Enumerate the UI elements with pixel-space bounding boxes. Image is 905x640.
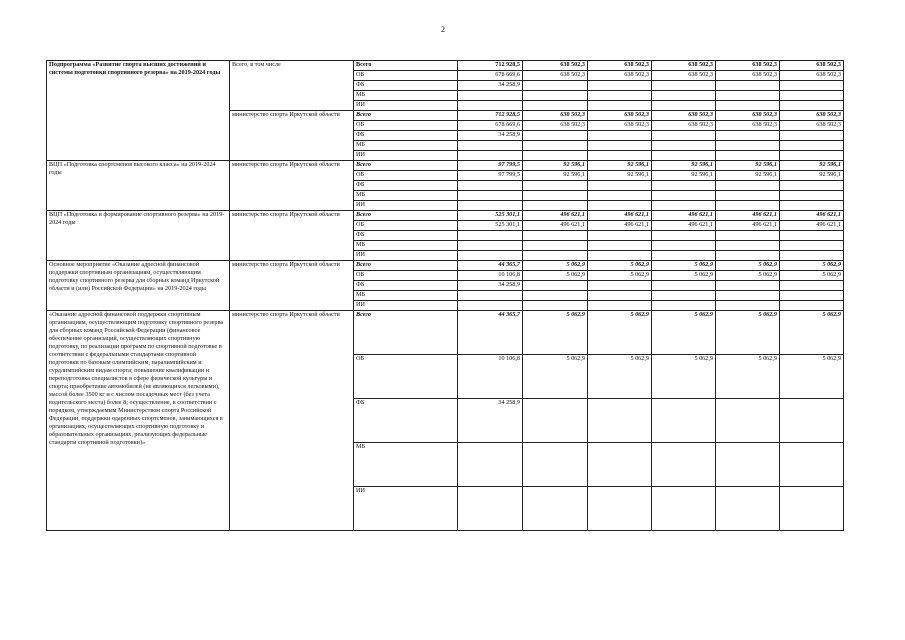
amount-cell [588,151,652,161]
funding-source-cell: ОБ [354,221,458,231]
amount-cell [458,251,523,261]
amount-cell [652,81,716,91]
amount-cell: 638 502,3 [780,71,844,81]
amount-cell: 638 502,3 [588,71,652,81]
amount-cell: 5 062,9 [780,271,844,281]
amount-cell [780,181,844,191]
funding-source-cell: Всего [354,61,458,71]
budget-table [46,60,844,531]
amount-cell: 92 596,1 [780,161,844,171]
amount-cell [780,291,844,301]
funding-source-cell: ИИ [354,101,458,111]
amount-cell [780,251,844,261]
program-name-cell: ВЦП «Подготовка спортсменов высокого класса» на 2019-2024 годы [47,161,230,211]
amount-cell [652,241,716,251]
amount-cell [458,181,523,191]
amount-cell: 496 621,1 [652,211,716,221]
funding-source-cell: ФБ [354,231,458,241]
amount-cell: 5 062,9 [523,261,588,271]
amount-cell [523,191,588,201]
amount-cell: 5 062,9 [780,311,844,355]
amount-cell [652,151,716,161]
amount-cell: 92 596,1 [523,161,588,171]
amount-cell [523,251,588,261]
funding-source-cell: МБ [354,91,458,101]
amount-cell [780,399,844,443]
amount-cell: 678 669,6 [458,121,523,131]
amount-cell: 92 596,1 [780,171,844,181]
funding-source-cell: Всего [354,261,458,271]
amount-cell: 44 365,7 [458,311,523,355]
amount-cell [458,291,523,301]
funding-source-cell: ОБ [354,355,458,399]
amount-cell [716,443,780,487]
amount-cell [652,101,716,111]
amount-cell: 5 062,9 [780,355,844,399]
amount-cell: 5 062,9 [716,311,780,355]
amount-cell [523,131,588,141]
amount-cell [458,443,523,487]
amount-cell: 496 621,1 [652,221,716,231]
amount-cell [780,91,844,101]
amount-cell: 92 596,1 [523,171,588,181]
amount-cell [652,487,716,531]
amount-cell: 5 062,9 [523,271,588,281]
funding-source-cell: ИИ [354,487,458,531]
amount-cell: 5 062,9 [588,261,652,271]
amount-cell: 5 062,9 [652,311,716,355]
executor-cell: министерство спорта Иркутской области [230,111,354,161]
amount-cell [780,101,844,111]
amount-cell [523,399,588,443]
amount-cell [652,251,716,261]
amount-cell: 638 502,3 [588,121,652,131]
amount-cell: 496 621,1 [780,221,844,231]
program-name-cell: Подпрограмма «Развитие спорта высших достижений и системы подготовки спортивного резерва» на 2019-2024 годы [47,61,230,161]
amount-cell [716,151,780,161]
amount-cell: 92 596,1 [652,161,716,171]
amount-cell [458,231,523,241]
amount-cell [588,141,652,151]
amount-cell: 5 062,9 [652,355,716,399]
amount-cell [716,91,780,101]
amount-cell: 638 502,3 [716,61,780,71]
amount-cell: 92 596,1 [716,171,780,181]
funding-source-cell: Всего [354,111,458,121]
amount-cell [523,201,588,211]
amount-cell: 638 502,3 [716,111,780,121]
amount-cell [716,251,780,261]
amount-cell [523,151,588,161]
amount-cell [652,291,716,301]
funding-source-cell: МБ [354,191,458,201]
amount-cell [716,399,780,443]
amount-cell: 638 502,3 [588,111,652,121]
amount-cell: 638 502,3 [716,121,780,131]
amount-cell [652,131,716,141]
amount-cell: 638 502,3 [523,71,588,81]
amount-cell [780,281,844,291]
amount-cell [716,281,780,291]
amount-cell: 638 502,3 [716,71,780,81]
amount-cell [716,131,780,141]
amount-cell [652,301,716,311]
amount-cell [780,231,844,241]
amount-cell: 34 258,9 [458,281,523,291]
amount-cell [716,181,780,191]
amount-cell: 638 502,3 [652,61,716,71]
funding-source-cell: ОБ [354,121,458,131]
amount-cell [588,191,652,201]
amount-cell [523,91,588,101]
amount-cell: 5 062,9 [652,261,716,271]
amount-cell: 638 502,3 [652,111,716,121]
amount-cell [780,487,844,531]
amount-cell: 496 621,1 [716,221,780,231]
program-name-cell: «Оказание адресной финансовой поддержки спортивным организациям, осуществляющим подготовку спортивного резерва для сборных команд Российской Федерации (финансовое обеспечение организаций, осуществляющих спортивную подготовку, по реализации программ по спортивной подготовке в соответствии с федеральными стандартами спортивной подготовки по базовым олимпийским, паралимпийским и сурдлимпийским видам спорта; повышение квалификации и переподготовка специалистов в сфере физической культуры и спорта; приобретение автомобилей (не являющихся легковыми), массой более 3500 кг и с числом посадочных мест (без учета водительского места) более 8; осуществление, в соответствии с порядком, утверждаемым Министерством спорта Российской Федерации, поддержки одаренных спортсменов, занимающихся в организациях, осуществляющих спортивную подготовку и образовательных организациях, реализующих федеральные стандарты спортивной подготовки)» [47,311,230,531]
amount-cell [523,141,588,151]
amount-cell [523,281,588,291]
table-row [47,211,844,221]
amount-cell [458,191,523,201]
amount-cell: 5 062,9 [716,261,780,271]
amount-cell: 678 669,6 [458,71,523,81]
table-row [47,261,844,271]
funding-source-cell: ФБ [354,81,458,91]
amount-cell [716,81,780,91]
amount-cell [780,81,844,91]
amount-cell [588,251,652,261]
amount-cell [523,291,588,301]
amount-cell [588,181,652,191]
amount-cell: 34 258,9 [458,81,523,91]
amount-cell [780,131,844,141]
amount-cell [523,301,588,311]
amount-cell [523,487,588,531]
program-name-cell: ВЦП «Подготовка и формирование спортивного резерва» на 2019-2024 годы [47,211,230,261]
amount-cell: 712 928,5 [458,111,523,121]
amount-cell [588,487,652,531]
amount-cell: 712 928,5 [458,61,523,71]
amount-cell [458,301,523,311]
funding-source-cell: ФБ [354,399,458,443]
amount-cell [780,443,844,487]
amount-cell [652,281,716,291]
amount-cell [458,141,523,151]
funding-source-cell: ОБ [354,271,458,281]
amount-cell: 92 596,1 [716,161,780,171]
amount-cell [588,101,652,111]
amount-cell [652,201,716,211]
amount-cell: 638 502,3 [652,71,716,81]
amount-cell: 638 502,3 [780,111,844,121]
amount-cell: 638 502,3 [780,61,844,71]
amount-cell: 5 062,9 [652,271,716,281]
amount-cell: 5 062,9 [716,355,780,399]
amount-cell: 638 502,3 [652,121,716,131]
amount-cell [716,487,780,531]
amount-cell: 5 062,9 [523,311,588,355]
executor-cell: Всего, в том числе [230,61,354,111]
amount-cell [588,241,652,251]
amount-cell [523,181,588,191]
amount-cell: 638 502,3 [523,61,588,71]
funding-source-cell: ИИ [354,251,458,261]
amount-cell: 92 596,1 [652,171,716,181]
funding-source-cell: ИИ [354,301,458,311]
funding-source-cell: Всего [354,311,458,355]
amount-cell: 638 502,3 [780,121,844,131]
funding-source-cell: ИИ [354,151,458,161]
page-number: 2 [441,25,445,34]
amount-cell [458,91,523,101]
amount-cell [716,231,780,241]
amount-cell [588,231,652,241]
amount-cell [780,301,844,311]
table-row [47,161,844,171]
funding-source-cell: ФБ [354,281,458,291]
amount-cell: 34 258,9 [458,399,523,443]
amount-cell [523,443,588,487]
amount-cell [588,399,652,443]
amount-cell [588,291,652,301]
amount-cell: 496 621,1 [716,211,780,221]
amount-cell: 496 621,1 [588,221,652,231]
amount-cell [716,201,780,211]
funding-source-cell: ИИ [354,201,458,211]
executor-cell: министерство спорта Иркутской области [230,161,354,211]
funding-source-cell: Всего [354,211,458,221]
executor-cell: министерство спорта Иркутской области [230,311,354,531]
amount-cell [458,151,523,161]
funding-source-cell: МБ [354,291,458,301]
funding-source-cell: МБ [354,241,458,251]
funding-source-cell: ОБ [354,71,458,81]
amount-cell [652,181,716,191]
amount-cell: 10 106,8 [458,355,523,399]
amount-cell: 92 596,1 [588,171,652,181]
funding-source-cell: ФБ [354,181,458,191]
amount-cell [588,131,652,141]
amount-cell: 5 062,9 [588,311,652,355]
amount-cell: 5 062,9 [716,271,780,281]
amount-cell [523,81,588,91]
amount-cell: 5 062,9 [588,355,652,399]
amount-cell [588,443,652,487]
funding-source-cell: ФБ [354,131,458,141]
amount-cell [458,241,523,251]
amount-cell [780,141,844,151]
amount-cell: 525 301,1 [458,211,523,221]
amount-cell [716,301,780,311]
funding-source-cell: МБ [354,141,458,151]
amount-cell [780,241,844,251]
funding-source-cell: МБ [354,443,458,487]
amount-cell: 496 621,1 [523,211,588,221]
amount-cell: 496 621,1 [780,211,844,221]
table-row [47,61,844,71]
amount-cell [652,141,716,151]
amount-cell [523,101,588,111]
amount-cell [652,91,716,101]
amount-cell: 5 062,9 [588,271,652,281]
amount-cell: 525 301,1 [458,221,523,231]
amount-cell: 5 062,9 [780,261,844,271]
amount-cell [652,399,716,443]
amount-cell: 638 502,3 [588,61,652,71]
amount-cell [458,487,523,531]
amount-cell [716,241,780,251]
executor-cell: министерство спорта Иркутской области [230,211,354,261]
amount-cell [588,201,652,211]
amount-cell [523,231,588,241]
amount-cell: 638 502,3 [523,121,588,131]
amount-cell: 496 621,1 [588,211,652,221]
amount-cell: 10 106,8 [458,271,523,281]
amount-cell: 92 596,1 [588,161,652,171]
amount-cell: 5 062,9 [523,355,588,399]
amount-cell [652,191,716,201]
amount-cell [716,291,780,301]
amount-cell [780,191,844,201]
funding-source-cell: Всего [354,161,458,171]
amount-cell [716,101,780,111]
program-name-cell: Основное мероприятие «Оказание адресной финансовой поддержки спортивным организациям, осуществляющим подготовку спортивного резерва для сборных команд Иркутской области и (или) Российской Федерации» на 2019-2024 годы [47,261,230,311]
amount-cell [716,191,780,201]
executor-cell: министерство спорта Иркутской области [230,261,354,311]
funding-source-cell: ОБ [354,171,458,181]
amount-cell [780,151,844,161]
amount-cell [780,201,844,211]
amount-cell: 44 365,7 [458,261,523,271]
amount-cell [588,301,652,311]
amount-cell: 496 621,1 [523,221,588,231]
amount-cell [588,91,652,101]
amount-cell [588,81,652,91]
amount-cell: 97 799,5 [458,161,523,171]
amount-cell [652,443,716,487]
amount-cell: 97 799,5 [458,171,523,181]
amount-cell [523,241,588,251]
amount-cell: 34 258,9 [458,131,523,141]
amount-cell [458,101,523,111]
amount-cell [652,231,716,241]
amount-cell: 638 502,3 [523,111,588,121]
amount-cell [716,141,780,151]
amount-cell [458,201,523,211]
amount-cell [588,281,652,291]
table-row [47,311,844,355]
